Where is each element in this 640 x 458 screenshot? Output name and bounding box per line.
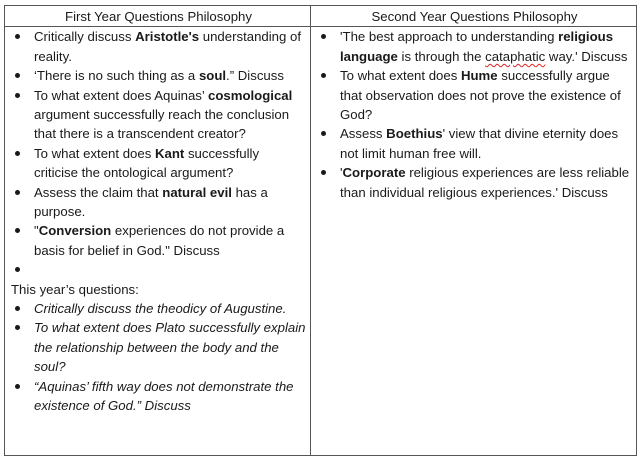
this-year-label: This year’s questions: [11, 281, 139, 297]
bold-term: soul [198, 68, 227, 84]
question-text: is through the [397, 48, 486, 64]
question-item [34, 86, 306, 144]
question-text: experiences do not provide a basis for belief in God." Discuss [34, 223, 285, 258]
body-row [5, 27, 637, 456]
question-text: religious experiences are less reliable than individual religious experiences.' Discuss [340, 165, 630, 200]
question-item [34, 377, 306, 416]
question-text: To what extent does [34, 145, 155, 161]
question-text: " [34, 223, 39, 239]
header-second-year: Second Year Questions Philosophy [311, 6, 637, 27]
question-text: understanding of reality. [34, 29, 302, 64]
bold-term: Hume [460, 68, 498, 84]
question-text: Critically discuss the theodicy of Augustine. [34, 301, 287, 317]
header-row [5, 6, 637, 27]
question-item [340, 163, 632, 202]
question-text: Assess [340, 126, 387, 142]
question-text: Critically discuss [34, 29, 136, 45]
question-text: 'The best approach to understanding [340, 29, 559, 45]
question-item [34, 183, 306, 222]
question-text: ‘There is no such thing as a [34, 68, 199, 84]
question-text: successfully criticise the ontological argument? [34, 145, 260, 181]
first-year-list [11, 27, 306, 279]
bold-term: Kant [154, 145, 185, 161]
question-text: has a purpose. [34, 184, 268, 220]
question-item [34, 260, 306, 279]
header-first-year: First Year Questions Philosophy [5, 6, 311, 27]
this-year-list [11, 299, 306, 415]
question-text: way.' Discuss [545, 48, 628, 64]
question-item [340, 66, 632, 124]
bold-term: religious language [340, 29, 614, 64]
bold-term: cosmological [208, 87, 293, 103]
bold-term: natural evil [162, 184, 232, 200]
question-text: Assess the claim that [34, 184, 163, 200]
bold-term: Aristotle's [135, 29, 200, 45]
question-text: .” Discuss [226, 68, 284, 84]
question-text: To what extent does Aquinas’ [34, 87, 208, 103]
bold-term: Boethius [386, 126, 443, 142]
second-year-list [317, 27, 632, 202]
question-item [34, 221, 306, 260]
question-text: successfully argue that observation does not prove the existence of God? [340, 68, 621, 123]
first-year-cell [5, 27, 311, 456]
question-item [34, 66, 306, 85]
questions-table [4, 5, 637, 456]
question-text: argument successfully reach the conclusion that there is a transcendent creator? [34, 107, 290, 142]
question-item [34, 27, 306, 66]
question-item [340, 124, 632, 163]
question-text: ' view that divine eternity does not limit human free will. [340, 126, 619, 161]
bold-term: Corporate [342, 165, 406, 181]
misspelled-word: cataphatic [485, 48, 546, 64]
second-year-cell [311, 27, 637, 456]
bold-term: Conversion [38, 223, 112, 239]
question-text: “Aquinas’ fifth way does not demonstrate the existence of God.” Discuss [34, 378, 294, 414]
question-item [34, 299, 306, 318]
question-text: ' [340, 165, 343, 181]
question-item [34, 144, 306, 183]
question-text: To what extent does Plato successfully explain the relationship between the body and the soul? [34, 320, 306, 375]
question-text: To what extent does [340, 68, 461, 84]
question-item [34, 318, 306, 376]
question-item [340, 27, 632, 66]
